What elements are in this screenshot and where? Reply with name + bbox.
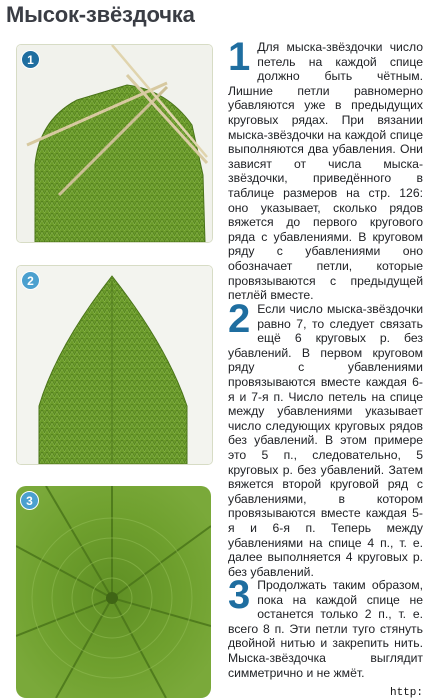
step-badge-2: 2 xyxy=(21,271,40,290)
step-badge-3: 3 xyxy=(20,491,39,510)
step-text-2: Если число мыска-звёздочки равно 7, то следует связать ещё 6 круговых р. без убавлений. В первом круговом ряду с убавлениями провязываются вместе каждая 6-я и 7-я п. Число петель на спице между убавлениями указывает число следующих круговых рядов без убавлений. В этом примере это 5 п., следовательно, 5 круговых р. без убавлений. Затем вяжется второй круговой ряд с убавлениями, в котором провязываются вместе каждая 5-я и 6-я п. Теперь между убавлениями на спице 4 п., т. е. далее выполняется 4 круговых р. без убавлений. xyxy=(228,302,423,579)
step-number-2: 2 xyxy=(228,297,251,341)
step-text-1: Для мыска-звёздочки число петель на каждой спице должно быть чётным. Лишние петли равномерно убавляются уже в предыдущих круговых рядах. При вязании мыска-звёздочки на каждой спице выполняются два убавления. Они зависят от числа мыска-звёздочки, приведённого в таблице размеров на стр. 126: оно указывает, сколько рядов вяжется до первого кругового ряда с убавлениями. В круговом ряду с убавлениями оно обозначает петли, которые провязываются с предыдущей петлёй вместе. xyxy=(228,40,423,303)
knitting-needles-image xyxy=(17,45,212,242)
step-text-3: Продолжать таким образом, пока на каждой спице не останется только 2 п., т. е. всего 8 п. Эти петли туго стянуть двойной нитью и закрепить нить. Мыска-звёздочка выглядит симметрично и не жмёт. xyxy=(228,578,423,680)
step-1 xyxy=(228,35,423,303)
step-number-1: 1 xyxy=(228,35,251,79)
step-number-3: 3 xyxy=(228,573,251,617)
star-toe-top-view-image xyxy=(16,486,211,698)
knitted-toe-image xyxy=(17,266,212,464)
step-2 xyxy=(228,297,423,579)
source-url[interactable]: http: xyxy=(389,687,423,699)
photo-step-1 xyxy=(16,44,213,243)
step-badge-1: 1 xyxy=(21,50,40,69)
page-title: Мысок-звёздочка xyxy=(6,2,195,27)
step-3 xyxy=(228,573,423,680)
photo-step-2 xyxy=(16,265,213,465)
photo-step-3 xyxy=(16,486,211,698)
